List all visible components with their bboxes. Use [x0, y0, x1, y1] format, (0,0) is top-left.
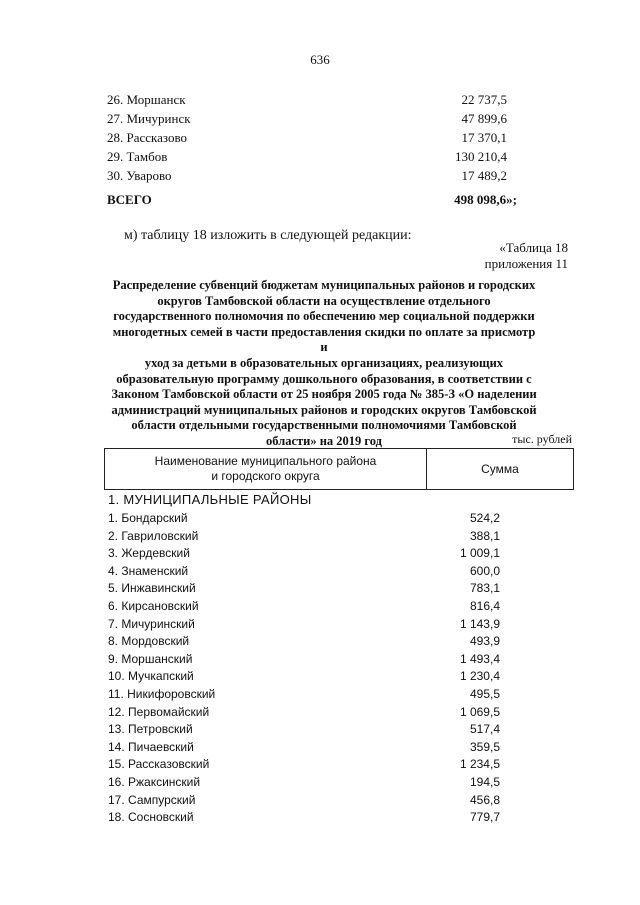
table-row	[108, 651, 500, 669]
district-list	[108, 510, 500, 827]
district-name: 2. Гавриловский	[108, 528, 199, 543]
district-name: 1. Бондарский	[108, 511, 188, 525]
item-value: 17 370,1	[461, 130, 507, 145]
item-name: 26. Моршанск	[107, 92, 186, 107]
table-row	[108, 721, 500, 739]
district-value: 359,5	[469, 739, 500, 754]
district-name: 13. Петровский	[108, 722, 193, 737]
item-name: 28. Рассказово	[107, 130, 188, 145]
table-row	[108, 686, 500, 704]
item-name: 30. Уварово	[107, 168, 172, 183]
header-name-line: и городского округа	[211, 469, 320, 483]
table-reference	[485, 240, 568, 272]
district-value: 495,5	[469, 686, 500, 701]
item-value: 47 899,6	[461, 111, 507, 126]
table-row	[108, 528, 500, 546]
title-line: округов Тамбовской области на осуществление отдельного	[157, 293, 491, 308]
title-line: уход за детьми в образовательных организациях, реализующих	[144, 355, 504, 370]
district-name: 17. Сампурский	[108, 792, 196, 807]
table-row	[108, 545, 500, 563]
district-name: 18. Сосновский	[108, 810, 194, 825]
table-row	[108, 563, 500, 581]
title-line: образовательную программу дошкольного образования, в соответствии с	[116, 371, 532, 386]
table-ref-line: приложения 11	[484, 256, 568, 271]
item-name: 29. Тамбов	[107, 149, 168, 164]
item-value: 22 737,5	[461, 92, 507, 107]
table-row	[108, 598, 500, 616]
total-row	[107, 188, 517, 212]
district-value: 524,2	[469, 511, 500, 525]
district-name: 15. Рассказовский	[108, 757, 210, 772]
district-name: 14. Пичаевский	[108, 739, 194, 754]
list-item	[107, 90, 507, 109]
district-value: 1 234,5	[459, 757, 500, 772]
district-name: 4. Знаменский	[108, 563, 189, 578]
table-title	[108, 278, 540, 450]
total-label: ВСЕГО	[107, 192, 152, 207]
table-row	[108, 616, 500, 634]
district-value: 1 143,9	[459, 616, 500, 631]
district-value: 816,4	[469, 598, 500, 613]
district-value: 600,0	[469, 563, 500, 578]
list-item	[107, 128, 507, 147]
item-value: 130 210,4	[455, 149, 507, 164]
title-line: Законом Тамбовской области от 25 ноября 2005 года № 385-З «О наделении	[111, 387, 537, 402]
district-value: 194,5	[469, 774, 500, 789]
city-list	[107, 90, 517, 212]
district-name: 10. Мучкапский	[108, 669, 194, 684]
item-value: 17 489,2	[461, 168, 507, 183]
table-ref-line: «Таблица 18	[499, 240, 568, 255]
district-value: 779,7	[469, 810, 500, 825]
table-row	[108, 792, 500, 810]
title-line: Распределение субвенций бюджетам муниципальных районов и городских	[112, 278, 536, 292]
total-value: 498 098,6»;	[454, 192, 517, 207]
district-name: 3. Жердевский	[108, 546, 190, 561]
table-row	[108, 668, 500, 686]
header-name-cell	[105, 449, 427, 489]
item-name: 27. Мичуринск	[107, 111, 191, 126]
table-row	[108, 774, 500, 792]
district-name: 16. Ржаксинский	[108, 774, 201, 789]
list-item	[107, 109, 507, 128]
table-row	[108, 756, 500, 774]
district-name: 6. Кирсановский	[108, 598, 199, 613]
table-row	[108, 633, 500, 651]
district-value: 388,1	[469, 528, 500, 543]
table-row	[108, 809, 500, 827]
district-value: 493,9	[469, 634, 500, 649]
table-header	[104, 448, 574, 490]
district-value: 1 009,1	[459, 546, 500, 561]
title-line: области отдельными государственными полномочиями Тамбовской	[131, 418, 517, 433]
district-value: 1 493,4	[459, 651, 500, 666]
district-name: 7. Мичуринский	[108, 616, 195, 631]
units-label: тыс. рублей	[512, 432, 572, 446]
header-sum-cell: Сумма	[481, 462, 519, 476]
table-row	[108, 739, 500, 757]
list-item	[107, 147, 507, 166]
table-row	[108, 704, 500, 722]
table-row	[108, 580, 500, 598]
title-line: области» на 2019 год	[266, 433, 382, 448]
title-line: администраций муниципальных районов и городских округов Тамбовской	[111, 402, 537, 417]
district-value: 517,4	[469, 722, 500, 737]
instruction-text: м) таблицу 18 изложить в следующей редакции:	[124, 228, 412, 243]
district-value: 1 230,4	[459, 669, 500, 684]
list-item	[107, 166, 507, 185]
title-line: государственного полномочия по обеспечению мер социальной поддержки	[113, 309, 535, 324]
district-name: 5. Инжавинский	[108, 581, 196, 596]
title-line: многодетных семей в части предоставления скидки по оплате за присмотр и	[112, 324, 536, 355]
district-value: 783,1	[469, 581, 500, 596]
section-title: 1. МУНИЦИПАЛЬНЫЕ РАЙОНЫ	[108, 492, 312, 507]
district-name: 11. Никифоровский	[108, 686, 216, 701]
district-name: 12. Первомайский	[108, 704, 210, 719]
district-value: 1 069,5	[459, 704, 500, 719]
district-value: 456,8	[469, 792, 500, 807]
page-number: 636	[310, 52, 330, 67]
district-name: 9. Моршанский	[108, 651, 193, 666]
district-name: 8. Мордовский	[108, 634, 190, 649]
table-row	[108, 510, 500, 528]
header-name-line: Наименование муниципального района	[154, 454, 377, 468]
